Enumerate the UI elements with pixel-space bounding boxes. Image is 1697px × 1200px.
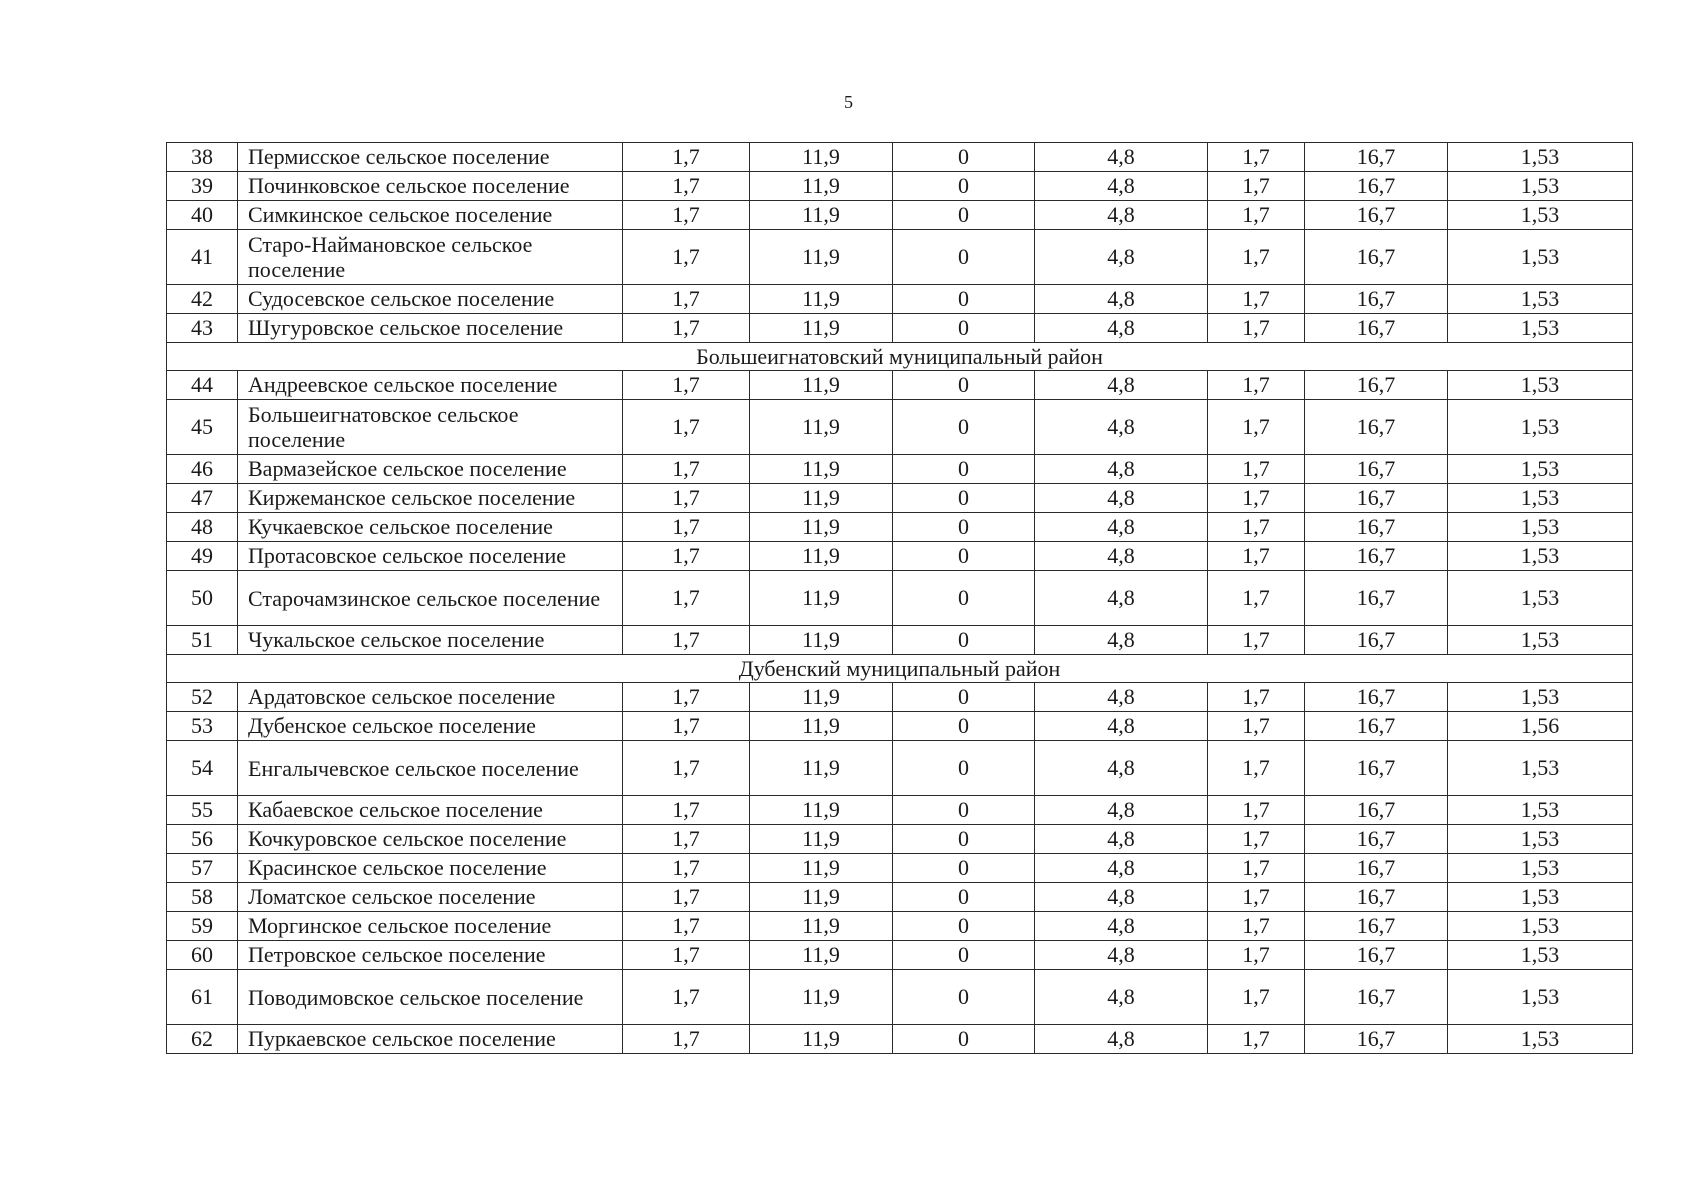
value-cell-4: 4,8: [1035, 400, 1208, 455]
settlement-name-cell: Протасовское сельское поселение: [238, 542, 623, 571]
value-cell-5: 1,7: [1208, 825, 1305, 854]
value-cell-5: 1,7: [1208, 230, 1305, 285]
table-row: [167, 571, 1633, 626]
settlements-table: [166, 142, 1633, 1054]
value-cell-6: 16,7: [1305, 542, 1448, 571]
value-cell-6: 16,7: [1305, 230, 1448, 285]
value-cell-1: 1,7: [623, 825, 750, 854]
value-cell-7: 1,53: [1448, 825, 1633, 854]
section-header-row: [167, 343, 1633, 371]
value-cell-2: 11,9: [750, 484, 893, 513]
value-cell-4: 4,8: [1035, 455, 1208, 484]
value-cell-3: 0: [893, 626, 1035, 655]
value-cell-1: 1,7: [623, 683, 750, 712]
value-cell-3: 0: [893, 172, 1035, 201]
row-number-cell: 51: [167, 626, 238, 655]
value-cell-5: 1,7: [1208, 314, 1305, 343]
settlement-name-cell: Кучкаевское сельское поселение: [238, 513, 623, 542]
value-cell-3: 0: [893, 796, 1035, 825]
value-cell-7: 1,53: [1448, 941, 1633, 970]
value-cell-5: 1,7: [1208, 712, 1305, 741]
value-cell-7: 1,53: [1448, 542, 1633, 571]
value-cell-4: 4,8: [1035, 230, 1208, 285]
value-cell-4: 4,8: [1035, 912, 1208, 941]
value-cell-4: 4,8: [1035, 741, 1208, 796]
value-cell-7: 1,53: [1448, 314, 1633, 343]
row-number-cell: 38: [167, 143, 238, 172]
section-title: Большеигнатовский муниципальный район: [167, 343, 1633, 371]
row-number-cell: 48: [167, 513, 238, 542]
value-cell-3: 0: [893, 970, 1035, 1025]
settlement-name-cell: Андреевское сельское поселение: [238, 371, 623, 400]
value-cell-5: 1,7: [1208, 143, 1305, 172]
value-cell-7: 1,53: [1448, 683, 1633, 712]
value-cell-3: 0: [893, 400, 1035, 455]
value-cell-3: 0: [893, 683, 1035, 712]
table-row: [167, 941, 1633, 970]
table-row: [167, 172, 1633, 201]
value-cell-3: 0: [893, 825, 1035, 854]
table-row: [167, 455, 1633, 484]
value-cell-2: 11,9: [750, 854, 893, 883]
table-row: [167, 854, 1633, 883]
value-cell-6: 16,7: [1305, 201, 1448, 230]
row-number-cell: 44: [167, 371, 238, 400]
value-cell-1: 1,7: [623, 712, 750, 741]
value-cell-2: 11,9: [750, 513, 893, 542]
value-cell-3: 0: [893, 571, 1035, 626]
value-cell-5: 1,7: [1208, 912, 1305, 941]
row-number-cell: 46: [167, 455, 238, 484]
value-cell-3: 0: [893, 912, 1035, 941]
value-cell-2: 11,9: [750, 143, 893, 172]
value-cell-6: 16,7: [1305, 143, 1448, 172]
value-cell-5: 1,7: [1208, 172, 1305, 201]
value-cell-5: 1,7: [1208, 883, 1305, 912]
value-cell-2: 11,9: [750, 285, 893, 314]
settlement-name-cell: Дубенское сельское поселение: [238, 712, 623, 741]
value-cell-6: 16,7: [1305, 314, 1448, 343]
value-cell-1: 1,7: [623, 201, 750, 230]
value-cell-1: 1,7: [623, 455, 750, 484]
value-cell-6: 16,7: [1305, 484, 1448, 513]
settlement-name-cell: Енгалычевское сельское поселение: [238, 741, 623, 796]
value-cell-4: 4,8: [1035, 143, 1208, 172]
value-cell-4: 4,8: [1035, 371, 1208, 400]
value-cell-1: 1,7: [623, 796, 750, 825]
value-cell-6: 16,7: [1305, 741, 1448, 796]
value-cell-5: 1,7: [1208, 484, 1305, 513]
value-cell-7: 1,56: [1448, 712, 1633, 741]
value-cell-5: 1,7: [1208, 285, 1305, 314]
section-title: Дубенский муниципальный район: [167, 655, 1633, 683]
value-cell-5: 1,7: [1208, 400, 1305, 455]
value-cell-7: 1,53: [1448, 513, 1633, 542]
value-cell-7: 1,53: [1448, 970, 1633, 1025]
table-row: [167, 796, 1633, 825]
value-cell-4: 4,8: [1035, 883, 1208, 912]
value-cell-7: 1,53: [1448, 230, 1633, 285]
value-cell-4: 4,8: [1035, 854, 1208, 883]
settlement-name-cell: Шугуровское сельское поселение: [238, 314, 623, 343]
value-cell-6: 16,7: [1305, 455, 1448, 484]
value-cell-7: 1,53: [1448, 455, 1633, 484]
value-cell-3: 0: [893, 741, 1035, 796]
row-number-cell: 41: [167, 230, 238, 285]
value-cell-6: 16,7: [1305, 941, 1448, 970]
settlement-name-cell: Красинское сельское поселение: [238, 854, 623, 883]
value-cell-1: 1,7: [623, 1025, 750, 1054]
row-number-cell: 52: [167, 683, 238, 712]
value-cell-7: 1,53: [1448, 172, 1633, 201]
settlement-name-cell: Починковское сельское поселение: [238, 172, 623, 201]
settlement-name-cell: Большеигнатовское сельское поселение: [238, 400, 623, 455]
value-cell-1: 1,7: [623, 571, 750, 626]
value-cell-6: 16,7: [1305, 825, 1448, 854]
table-row: [167, 712, 1633, 741]
value-cell-4: 4,8: [1035, 970, 1208, 1025]
value-cell-6: 16,7: [1305, 796, 1448, 825]
value-cell-4: 4,8: [1035, 796, 1208, 825]
row-number-cell: 58: [167, 883, 238, 912]
settlement-name-cell: Пермисское сельское поселение: [238, 143, 623, 172]
value-cell-3: 0: [893, 1025, 1035, 1054]
value-cell-7: 1,53: [1448, 854, 1633, 883]
value-cell-7: 1,53: [1448, 626, 1633, 655]
value-cell-6: 16,7: [1305, 712, 1448, 741]
row-number-cell: 40: [167, 201, 238, 230]
value-cell-5: 1,7: [1208, 455, 1305, 484]
settlement-name-cell: Петровское сельское поселение: [238, 941, 623, 970]
table-row: [167, 825, 1633, 854]
value-cell-7: 1,53: [1448, 371, 1633, 400]
value-cell-1: 1,7: [623, 172, 750, 201]
settlement-name-cell: Старочамзинское сельское поселение: [238, 571, 623, 626]
table-row: [167, 970, 1633, 1025]
settlement-name-cell: Вармазейское сельское поселение: [238, 455, 623, 484]
value-cell-1: 1,7: [623, 854, 750, 883]
section-header-row: [167, 655, 1633, 683]
value-cell-4: 4,8: [1035, 314, 1208, 343]
value-cell-5: 1,7: [1208, 513, 1305, 542]
row-number-cell: 39: [167, 172, 238, 201]
table-row: [167, 143, 1633, 172]
row-number-cell: 55: [167, 796, 238, 825]
page-number: 5: [844, 92, 853, 112]
settlement-name-cell: Старо-Наймановское сельское поселение: [238, 230, 623, 285]
value-cell-7: 1,53: [1448, 912, 1633, 941]
table-row: [167, 883, 1633, 912]
value-cell-2: 11,9: [750, 571, 893, 626]
settlement-name-cell: Ардатовское сельское поселение: [238, 683, 623, 712]
value-cell-1: 1,7: [623, 626, 750, 655]
table-row: [167, 741, 1633, 796]
value-cell-7: 1,53: [1448, 571, 1633, 626]
value-cell-3: 0: [893, 941, 1035, 970]
table-body: [167, 143, 1633, 1054]
value-cell-5: 1,7: [1208, 683, 1305, 712]
value-cell-1: 1,7: [623, 285, 750, 314]
value-cell-5: 1,7: [1208, 796, 1305, 825]
value-cell-2: 11,9: [750, 912, 893, 941]
value-cell-3: 0: [893, 201, 1035, 230]
row-number-cell: 53: [167, 712, 238, 741]
value-cell-3: 0: [893, 143, 1035, 172]
value-cell-7: 1,53: [1448, 285, 1633, 314]
value-cell-3: 0: [893, 883, 1035, 912]
value-cell-4: 4,8: [1035, 626, 1208, 655]
settlement-name-cell: Поводимовское сельское поселение: [238, 970, 623, 1025]
value-cell-5: 1,7: [1208, 201, 1305, 230]
value-cell-1: 1,7: [623, 970, 750, 1025]
value-cell-1: 1,7: [623, 883, 750, 912]
value-cell-5: 1,7: [1208, 571, 1305, 626]
value-cell-2: 11,9: [750, 201, 893, 230]
settlement-name-cell: Судосевское сельское поселение: [238, 285, 623, 314]
value-cell-3: 0: [893, 285, 1035, 314]
row-number-cell: 42: [167, 285, 238, 314]
value-cell-4: 4,8: [1035, 825, 1208, 854]
value-cell-2: 11,9: [750, 542, 893, 571]
settlement-name-cell: Чукальское сельское поселение: [238, 626, 623, 655]
value-cell-2: 11,9: [750, 741, 893, 796]
row-number-cell: 59: [167, 912, 238, 941]
table-row: [167, 230, 1633, 285]
value-cell-1: 1,7: [623, 741, 750, 796]
value-cell-7: 1,53: [1448, 883, 1633, 912]
row-number-cell: 56: [167, 825, 238, 854]
value-cell-2: 11,9: [750, 712, 893, 741]
row-number-cell: 49: [167, 542, 238, 571]
value-cell-7: 1,53: [1448, 143, 1633, 172]
settlement-name-cell: Симкинское сельское поселение: [238, 201, 623, 230]
value-cell-6: 16,7: [1305, 883, 1448, 912]
value-cell-3: 0: [893, 513, 1035, 542]
row-number-cell: 57: [167, 854, 238, 883]
value-cell-1: 1,7: [623, 400, 750, 455]
table-row: [167, 626, 1633, 655]
table-row: [167, 683, 1633, 712]
value-cell-6: 16,7: [1305, 172, 1448, 201]
value-cell-7: 1,53: [1448, 484, 1633, 513]
value-cell-2: 11,9: [750, 883, 893, 912]
table-row: [167, 201, 1633, 230]
value-cell-3: 0: [893, 712, 1035, 741]
value-cell-6: 16,7: [1305, 285, 1448, 314]
row-number-cell: 50: [167, 571, 238, 626]
table-row: [167, 513, 1633, 542]
value-cell-6: 16,7: [1305, 1025, 1448, 1054]
value-cell-5: 1,7: [1208, 1025, 1305, 1054]
value-cell-6: 16,7: [1305, 571, 1448, 626]
value-cell-5: 1,7: [1208, 941, 1305, 970]
row-number-cell: 47: [167, 484, 238, 513]
value-cell-1: 1,7: [623, 314, 750, 343]
value-cell-5: 1,7: [1208, 626, 1305, 655]
row-number-cell: 43: [167, 314, 238, 343]
value-cell-4: 4,8: [1035, 513, 1208, 542]
table-row: [167, 912, 1633, 941]
settlement-name-cell: Кочкуровское сельское поселение: [238, 825, 623, 854]
settlement-name-cell: Ломатское сельское поселение: [238, 883, 623, 912]
value-cell-4: 4,8: [1035, 201, 1208, 230]
value-cell-7: 1,53: [1448, 201, 1633, 230]
value-cell-1: 1,7: [623, 143, 750, 172]
value-cell-5: 1,7: [1208, 741, 1305, 796]
value-cell-2: 11,9: [750, 796, 893, 825]
table-row: [167, 285, 1633, 314]
table-row: [167, 1025, 1633, 1054]
value-cell-4: 4,8: [1035, 484, 1208, 513]
value-cell-3: 0: [893, 455, 1035, 484]
value-cell-6: 16,7: [1305, 683, 1448, 712]
value-cell-3: 0: [893, 542, 1035, 571]
value-cell-2: 11,9: [750, 400, 893, 455]
value-cell-2: 11,9: [750, 683, 893, 712]
value-cell-2: 11,9: [750, 970, 893, 1025]
value-cell-5: 1,7: [1208, 970, 1305, 1025]
value-cell-3: 0: [893, 371, 1035, 400]
settlement-name-cell: Моргинское сельское поселение: [238, 912, 623, 941]
row-number-cell: 62: [167, 1025, 238, 1054]
value-cell-4: 4,8: [1035, 1025, 1208, 1054]
table-row: [167, 542, 1633, 571]
value-cell-2: 11,9: [750, 1025, 893, 1054]
value-cell-3: 0: [893, 230, 1035, 285]
value-cell-1: 1,7: [623, 513, 750, 542]
value-cell-4: 4,8: [1035, 571, 1208, 626]
value-cell-1: 1,7: [623, 941, 750, 970]
value-cell-6: 16,7: [1305, 513, 1448, 542]
settlement-name-cell: Киржеманское сельское поселение: [238, 484, 623, 513]
value-cell-6: 16,7: [1305, 854, 1448, 883]
value-cell-2: 11,9: [750, 314, 893, 343]
table-row: [167, 371, 1633, 400]
row-number-cell: 54: [167, 741, 238, 796]
value-cell-1: 1,7: [623, 230, 750, 285]
value-cell-4: 4,8: [1035, 172, 1208, 201]
row-number-cell: 60: [167, 941, 238, 970]
value-cell-3: 0: [893, 314, 1035, 343]
value-cell-7: 1,53: [1448, 796, 1633, 825]
value-cell-2: 11,9: [750, 626, 893, 655]
value-cell-5: 1,7: [1208, 371, 1305, 400]
value-cell-2: 11,9: [750, 941, 893, 970]
value-cell-1: 1,7: [623, 371, 750, 400]
value-cell-4: 4,8: [1035, 285, 1208, 314]
settlement-name-cell: Кабаевское сельское поселение: [238, 796, 623, 825]
value-cell-1: 1,7: [623, 542, 750, 571]
value-cell-6: 16,7: [1305, 400, 1448, 455]
value-cell-1: 1,7: [623, 912, 750, 941]
row-number-cell: 61: [167, 970, 238, 1025]
value-cell-3: 0: [893, 854, 1035, 883]
value-cell-1: 1,7: [623, 484, 750, 513]
value-cell-7: 1,53: [1448, 741, 1633, 796]
table-row: [167, 400, 1633, 455]
value-cell-7: 1,53: [1448, 400, 1633, 455]
table-row: [167, 314, 1633, 343]
table-row: [167, 484, 1633, 513]
value-cell-2: 11,9: [750, 455, 893, 484]
value-cell-3: 0: [893, 484, 1035, 513]
value-cell-2: 11,9: [750, 371, 893, 400]
value-cell-6: 16,7: [1305, 912, 1448, 941]
value-cell-4: 4,8: [1035, 542, 1208, 571]
value-cell-7: 1,53: [1448, 1025, 1633, 1054]
value-cell-2: 11,9: [750, 172, 893, 201]
settlement-name-cell: Пуркаевское сельское поселение: [238, 1025, 623, 1054]
value-cell-2: 11,9: [750, 230, 893, 285]
value-cell-5: 1,7: [1208, 854, 1305, 883]
value-cell-2: 11,9: [750, 825, 893, 854]
value-cell-5: 1,7: [1208, 542, 1305, 571]
value-cell-6: 16,7: [1305, 626, 1448, 655]
value-cell-4: 4,8: [1035, 683, 1208, 712]
value-cell-4: 4,8: [1035, 941, 1208, 970]
row-number-cell: 45: [167, 400, 238, 455]
value-cell-6: 16,7: [1305, 970, 1448, 1025]
value-cell-6: 16,7: [1305, 371, 1448, 400]
value-cell-4: 4,8: [1035, 712, 1208, 741]
